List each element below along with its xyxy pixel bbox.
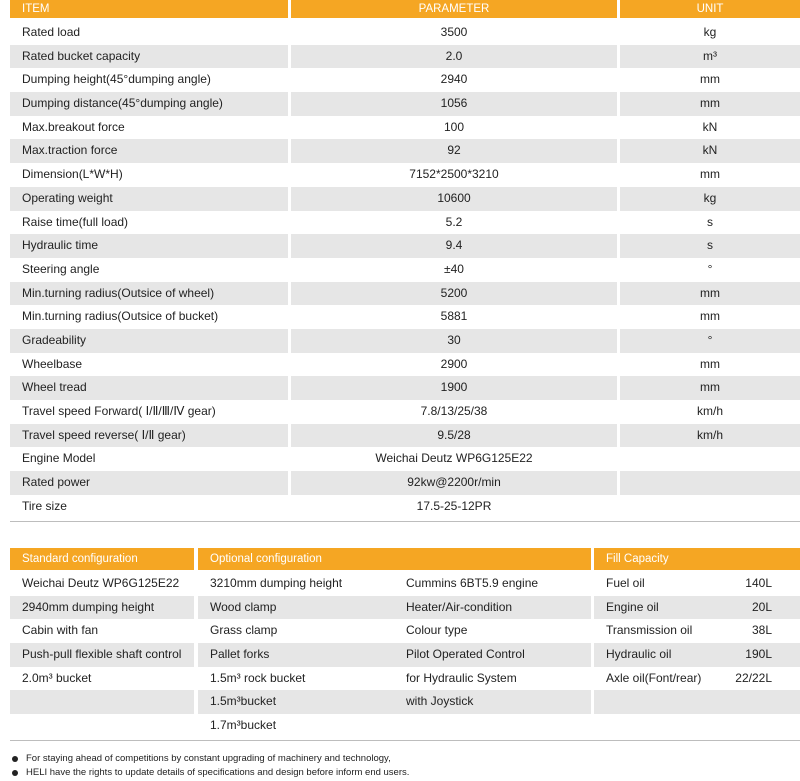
fill-capacity-item <box>594 714 800 738</box>
standard-config-item <box>10 690 194 714</box>
spec-row <box>10 45 800 69</box>
note-item <box>10 766 800 780</box>
fill-capacity-item <box>594 690 800 714</box>
spec-unit: km/h <box>696 404 723 418</box>
spec-parameter: 92kw@2200r/min <box>291 471 617 495</box>
spec-item: Gradeability <box>10 329 288 353</box>
spec-item: Dumping distance(45°dumping angle) <box>10 92 288 116</box>
config-header-fill: Fill Capacity <box>594 548 800 570</box>
spec-item: Wheelbase <box>22 356 83 371</box>
spec-row <box>10 139 800 163</box>
optional-config-item: 1.7m³bucket <box>210 718 277 733</box>
config-header-standard: Standard configuration <box>10 548 194 570</box>
bullet-icon <box>12 770 18 776</box>
fill-value: 20L <box>751 599 772 614</box>
spec-item: Max.traction force <box>10 139 288 163</box>
spec-row <box>10 329 800 353</box>
spec-header-row <box>10 0 800 18</box>
spec-item: Tire size <box>22 498 67 513</box>
spec-item: Travel speed reverse( Ⅰ/Ⅱ gear) <box>10 424 288 448</box>
spec-row <box>10 353 800 377</box>
spec-unit: mm <box>620 376 800 400</box>
spec-row <box>10 116 800 140</box>
spec-item: Raise time(full load) <box>22 214 129 229</box>
spec-unit: s <box>620 234 800 258</box>
spec-row <box>10 305 800 329</box>
spec-item: Travel speed Forward( Ⅰ/Ⅱ/Ⅲ/Ⅳ gear) <box>22 404 216 418</box>
spec-item: Dumping height(45°dumping angle) <box>22 72 211 87</box>
spec-row <box>10 21 800 45</box>
bullet-icon <box>12 756 18 762</box>
spec-unit: kN <box>620 139 800 163</box>
spec-body <box>10 21 800 518</box>
spec-item: Dimension(L*W*H) <box>22 167 123 182</box>
optional-config-item: Grass clamp <box>210 623 278 638</box>
spec-item: Max.breakout force <box>22 119 125 134</box>
spec-row <box>10 68 800 92</box>
spec-row <box>10 400 800 424</box>
spec-parameter: 1056 <box>291 92 617 116</box>
fill-name: Transmission oil <box>606 623 693 638</box>
spec-unit: km/h <box>620 424 800 448</box>
spec-header-parameter: PARAMETER <box>291 0 617 18</box>
spec-unit: ° <box>620 329 800 353</box>
config-row <box>10 643 800 667</box>
spec-parameter: 100 <box>443 119 465 134</box>
spec-row <box>10 376 800 400</box>
spec-unit: s <box>707 214 713 229</box>
spec-item: Min.turning radius(Outsice of bucket) <box>22 309 219 324</box>
spec-parameter: 5200 <box>291 282 617 306</box>
fill-value: 140L <box>745 576 772 590</box>
spec-unit: kg <box>703 25 717 39</box>
spec-row <box>10 495 800 519</box>
notes <box>10 752 800 780</box>
optional-config-item: Pallet forks <box>198 643 394 667</box>
spec-unit: mm <box>700 167 720 182</box>
spec-parameter: 5.2 <box>445 214 463 229</box>
config-row <box>10 619 800 643</box>
note-item <box>10 752 800 766</box>
optional-config-item: Heater/Air-condition <box>394 596 591 620</box>
spec-item: Wheel tread <box>10 376 288 400</box>
spec-item: Hydraulic time <box>10 234 288 258</box>
spec-parameter: 30 <box>291 329 617 353</box>
optional-config-item: Colour type <box>406 623 468 638</box>
config-row <box>10 714 800 738</box>
spec-header-item: ITEM <box>10 0 288 18</box>
spec-row <box>10 424 800 448</box>
fill-capacity-item <box>594 667 800 691</box>
fill-name: Axle oil(Font/rear) <box>606 670 702 685</box>
optional-config-item: 1.5m³ rock bucket <box>210 670 306 685</box>
standard-config-item: Push-pull flexible shaft control <box>10 643 194 667</box>
spec-parameter: 2940 <box>440 72 468 87</box>
config-table <box>10 548 800 738</box>
spec-item: Steering angle <box>22 261 100 276</box>
config-header-row <box>10 548 800 570</box>
spec-item: Rated power <box>10 471 288 495</box>
spec-row <box>10 258 800 282</box>
spec-parameter: Weichai Deutz WP6G125E22 <box>375 451 533 466</box>
config-header-optional: Optional configuration <box>198 548 591 570</box>
fill-value: 38L <box>751 623 772 638</box>
spec-unit: mm <box>700 72 720 87</box>
optional-config-item: 3210mm dumping height <box>210 576 343 590</box>
config-row <box>10 667 800 691</box>
fill-capacity-item <box>594 596 800 620</box>
spec-parameter: 9.4 <box>291 234 617 258</box>
spec-row <box>10 447 800 471</box>
spec-parameter: 2900 <box>440 356 468 371</box>
fill-capacity-item <box>594 572 800 596</box>
spec-unit: ° <box>707 261 713 276</box>
spec-table <box>10 0 800 518</box>
optional-config-item: with Joystick <box>394 690 591 714</box>
note-text: For staying ahead of competitions by constant upgrading of machinery and technology, <box>26 753 391 764</box>
spec-parameter: 5881 <box>440 309 468 324</box>
spec-unit: mm <box>700 356 720 371</box>
spec-unit: kN <box>702 119 718 134</box>
standard-config-item <box>10 714 194 738</box>
spec-parameter: ±40 <box>444 261 464 276</box>
spec-unit <box>620 447 800 471</box>
spec-parameter: 17.5-25-12PR <box>416 498 492 513</box>
spec-parameter: 3500 <box>440 25 468 39</box>
spec-unit <box>620 495 800 519</box>
spec-item: Engine Model <box>22 451 96 466</box>
spec-row <box>10 163 800 187</box>
spec-unit: mm <box>700 309 720 324</box>
config-bottom-rule <box>10 740 800 741</box>
spec-unit <box>620 471 800 495</box>
config-row <box>10 596 800 620</box>
optional-config-item: Cummins 6BT5.9 engine <box>406 576 539 590</box>
spec-parameter: 7.8/13/25/38 <box>420 404 488 418</box>
fill-name: Hydraulic oil <box>606 647 672 662</box>
note-text: HELI have the rights to update details of specifications and design before inform end users. <box>26 767 410 778</box>
spec-unit: mm <box>620 92 800 116</box>
fill-value: 190L <box>745 647 772 662</box>
fill-capacity-item <box>594 619 800 643</box>
spec-parameter: 2.0 <box>291 45 617 69</box>
spec-item: Min.turning radius(Outsice of wheel) <box>10 282 288 306</box>
standard-config-item: Cabin with fan <box>22 623 99 638</box>
spec-item: Rated bucket capacity <box>10 45 288 69</box>
config-body <box>10 572 800 738</box>
standard-config-item: 2940mm dumping height <box>10 596 194 620</box>
optional-config-item: Pilot Operated Control <box>394 643 591 667</box>
spec-row <box>10 92 800 116</box>
fill-value: 22/22L <box>735 670 772 685</box>
fill-capacity-item <box>594 643 800 667</box>
spec-unit: mm <box>620 282 800 306</box>
spec-row <box>10 187 800 211</box>
spec-row <box>10 211 800 235</box>
spec-unit: kg <box>620 187 800 211</box>
standard-config-item: Weichai Deutz WP6G125E22 <box>22 576 180 590</box>
spec-row <box>10 234 800 258</box>
fill-name: Engine oil <box>606 599 659 614</box>
spec-unit: m³ <box>620 45 800 69</box>
optional-config-item <box>394 714 591 738</box>
spec-row <box>10 471 800 495</box>
spec-parameter: 7152*2500*3210 <box>409 167 499 182</box>
optional-config-item: Wood clamp <box>198 596 394 620</box>
spec-item: Operating weight <box>10 187 288 211</box>
spec-parameter: 10600 <box>291 187 617 211</box>
spec-header-unit: UNIT <box>620 0 800 18</box>
spec-row <box>10 282 800 306</box>
fill-name: Fuel oil <box>606 576 645 590</box>
spec-parameter: 9.5/28 <box>291 424 617 448</box>
standard-config-item: 2.0m³ bucket <box>22 670 92 685</box>
optional-config-item: 1.5m³bucket <box>198 690 394 714</box>
config-row <box>10 572 800 596</box>
spec-parameter: 1900 <box>291 376 617 400</box>
config-row <box>10 690 800 714</box>
spec-bottom-rule <box>10 521 800 522</box>
spec-parameter: 92 <box>291 139 617 163</box>
spec-item: Rated load <box>22 25 81 39</box>
optional-config-item: for Hydraulic System <box>406 670 517 685</box>
